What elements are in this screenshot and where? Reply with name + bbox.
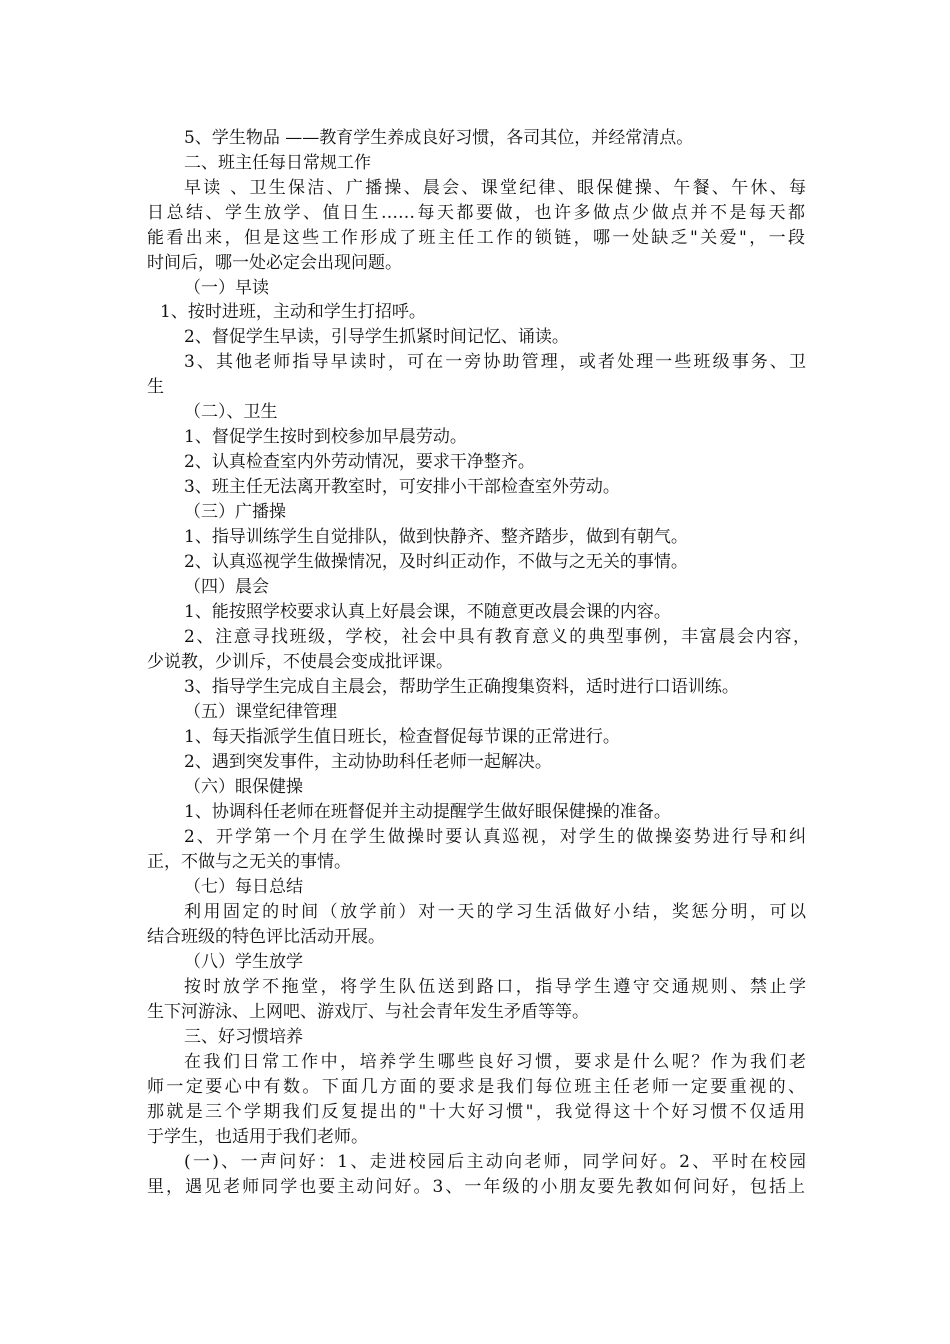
subsection-heading-2: （二）、卫生 — [184, 402, 278, 422]
text-line-41: 于学生，也适用于我们老师。 — [147, 1127, 368, 1147]
subsection-heading-6: （六）眼保健操 — [184, 777, 303, 797]
text-line-6: 时间后，哪一处必定会出现问题。 — [147, 253, 402, 273]
text-line-28: 1、协调科任老师在班督促并主动提醒学生做好眼保健操的准备。 — [184, 802, 671, 822]
text-line-38: 在我们日常工作中，培养学生哪些良好习惯，要求是什么呢？作为我们老 — [184, 1052, 806, 1072]
text-line-39: 师一定要心中有数。下面几方面的要求是我们每位班主任老师一定要重视的、 — [147, 1077, 805, 1097]
section-heading-2: 二、班主任每日常规工作 — [184, 153, 371, 173]
subsection-heading-7: （七）每日总结 — [184, 877, 303, 897]
text-line-29: 2、开学第一个月在学生做操时要认真巡视，对学生的做操姿势进行导和纠 — [184, 827, 806, 847]
text-line-4: 日总结、学生放学、值日生……每天都要做，也许多做点少做点并不是每天都 — [147, 203, 805, 223]
text-line-20: 1、能按照学校要求认真上好晨会课，不随意更改晨会课的内容。 — [184, 602, 671, 622]
text-line-17: 1、指导训练学生自觉排队，做到快静齐、整齐踏步，做到有朝气。 — [184, 527, 688, 547]
section-heading-3: 三、好习惯培养 — [184, 1027, 303, 1047]
text-line-33: 结合班级的特色评比活动开展。 — [147, 927, 385, 947]
text-line-10: 3、其他老师指导早读时，可在一旁协助管理，或者处理一些班级事务、卫 — [184, 352, 806, 372]
text-line-15: 3、班主任无法离开教室时，可安排小干部检查室外劳动。 — [184, 477, 620, 497]
text-line-8: 1、按时进班，主动和学生打招呼。 — [160, 302, 426, 322]
subsection-heading-8: （八）学生放学 — [184, 952, 303, 972]
text-line-30: 正，不做与之无关的事情。 — [147, 852, 351, 872]
text-line-35: 按时放学不拖堂，将学生队伍送到路口，指导学生遵守交通规则、禁止学 — [184, 977, 806, 997]
text-line-23: 3、指导学生完成自主晨会，帮助学生正确搜集资料，适时进行口语训练。 — [184, 677, 739, 697]
text-line-3: 早读 、卫生保洁、广播操、晨会、课堂纪律、眼保健操、午餐、午休、每 — [184, 178, 806, 198]
text-line-13: 1、督促学生按时到校参加早晨劳动。 — [184, 427, 467, 447]
text-line-9: 2、督促学生早读，引导学生抓紧时间记忆、诵读。 — [184, 327, 569, 347]
text-line-1: 5、学生物品 ——教育学生养成良好习惯，各司其位，并经常清点。 — [184, 128, 694, 148]
text-line-5: 能看出来，但是这些工作形成了班主任工作的锁链，哪一处缺乏"关爱"，一段 — [147, 228, 805, 248]
text-line-25: 1、每天指派学生值日班长，检查督促每节课的正常进行。 — [184, 727, 620, 747]
text-line-42: (一)、一声问好：1、走进校园后主动向老师，同学问好。2、平时在校园 — [184, 1152, 806, 1172]
subsection-heading-4: （四）晨会 — [184, 577, 269, 597]
text-line-26: 2、遇到突发事件，主动协助科任老师一起解决。 — [184, 752, 552, 772]
subsection-heading-5: （五）课堂纪律管理 — [184, 702, 337, 722]
subsection-heading-1: （一）早读 — [184, 278, 269, 298]
text-line-11: 生 — [147, 377, 164, 397]
text-line-14: 2、认真检查室内外劳动情况，要求干净整齐。 — [184, 452, 535, 472]
text-line-18: 2、认真巡视学生做操情况，及时纠正动作，不做与之无关的事情。 — [184, 552, 688, 572]
text-line-32: 利用固定的时间（放学前）对一天的学习生活做好小结，奖惩分明，可以 — [184, 902, 806, 922]
subsection-heading-3: （三）广播操 — [184, 502, 286, 522]
text-line-21: 2、注意寻找班级，学校，社会中具有教育意义的典型事例，丰富晨会内容， — [184, 627, 810, 647]
text-line-43: 里，遇见老师同学也要主动问好。3、一年级的小朋友要先教如何问好，包括上 — [147, 1177, 805, 1197]
text-line-40: 那就是三个学期我们反复提出的"十大好习惯"，我觉得这十个好习惯不仅适用 — [147, 1102, 805, 1122]
text-line-22: 少说教，少训斥，不使晨会变成批评课。 — [147, 652, 453, 672]
text-line-36: 生下河游泳、上网吧、游戏厅、与社会青年发生矛盾等等。 — [147, 1002, 589, 1022]
